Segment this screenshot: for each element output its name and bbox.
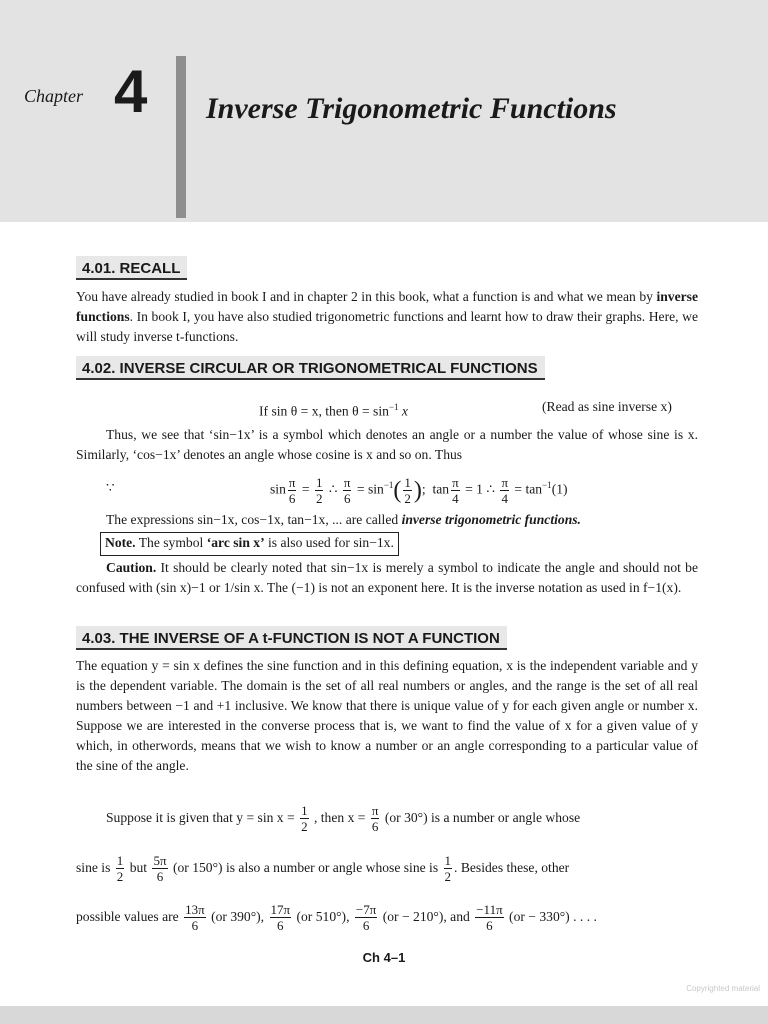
chapter-divider-bar [176,56,186,218]
definition-equation: If sin θ = x, then $\theta = \sin^{-1} x$ [259,402,408,419]
inverse-examples-equation: sin $\frac{\pi}{6}$ = $\frac{1}{2}$ ∴ $\frac{\pi}{6}$ = $\sin^{-1}$( $\frac{1}{2}$ ); tan $\frac{\pi}{4}$ = 1 ∴ $\frac{\pi}{4}$ = $\tan^{-1}(1)$ [270,474,568,506]
possible-values-line: possible values are $\frac{13\pi}{6}$ (or 390°), $\frac{17\pi}{6}$ (or 510°), $\frac{-7\pi}{6}$ (or − 210°), and $\frac{-11\pi}{6}$ (or − 330°) . . . . [76,902,597,934]
because-symbol: ∵ [106,480,115,495]
definition-note: (Read as sine inverse x) [542,399,672,414]
not-function-paragraph: The equation y = sin x defines the sine function and in this defining equation, x is the independent variable and y is the dependent variable. The domain is the set of all real numbers or angles, and the range is the set of all real numbers between −1 and +1 inclusive. We know that there is unique value of y for each given angle or number x. Suppose we are interested in the converse process that is, we want to find the value of x for a given value of y which, in otherwords, means that we wish to know a number or an angle corresponding to a particular value of the sine of the angle. [76,658,698,773]
recall-paragraph: You have already studied in book I and in chapter 2 in this book, what a function is and what we mean by inverse functions. In book I, you have also studied trigonometric functions and learnt how to draw their graphs. Here, we will study inverse t-functions. [76,289,698,344]
page-number: Ch 4–1 [362,950,406,965]
section-heading-inverse-circular: 4.02. INVERSE CIRCULAR OR TRIGONOMETRICAL FUNCTIONS [76,356,545,380]
note-box: Note. The symbol ‘arc sin x’ is also used for sin−1x. [100,532,399,556]
chapter-number: 4 [114,58,148,125]
caution-paragraph: Caution. It should be clearly noted that sin−1x is merely a symbol to indicate the angle and should not be confused with (sin x)−1 or 1/sin x. The (−1) is not an exponent here. It is the inverse notation as used in f−1(x). [76,560,698,595]
section-heading-not-function: 4.03. THE INVERSE OF A t-FUNCTION IS NOT A FUNCTION [76,626,507,650]
sine-is-line: sine is $\frac{1}{2}$ but $\frac{5\pi}{6}$ (or 150°) is also a number or angle whose sine is $\frac{1}{2}$ . Besides these, other [76,853,570,885]
chapter-title: Inverse Trigonometric Functions [206,92,617,125]
thus-paragraph: Thus, we see that ‘sin−1x’ is a symbol which denotes an angle or a number the value of whose sine is x. Similarly, ‘cos−1x’ denotes an angle whose cosine is x and so on. Thus [76,427,698,462]
section-heading-recall: 4.01. RECALL [76,256,187,280]
page-bottom-edge [0,1006,768,1024]
copyright-watermark: Copyrighted material [686,984,760,993]
expressions-line: The expressions sin−1x, cos−1x, tan−1x, ... are called inverse trigonometric functions. [106,512,581,527]
chapter-label: Chapter [24,86,84,106]
suppose-line: Suppose it is given that y = sin x = $\frac{1}{2}$ , then x = $\frac{\pi}{6}$ (or 30°) is a number or angle whose [106,803,581,835]
